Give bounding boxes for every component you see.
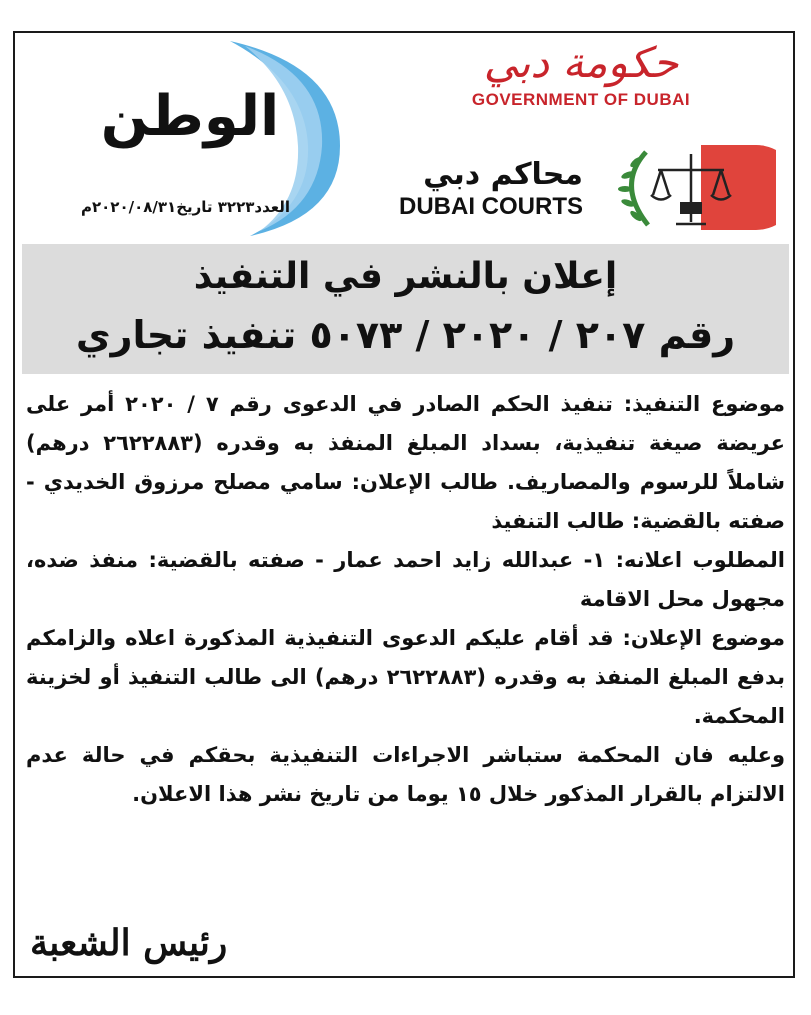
government-of-dubai-logo xyxy=(461,38,701,110)
issue-info: العدد٣٢٢٣ تاريخ٢٠٢٠/٠٨/٣١م xyxy=(80,198,290,216)
notice-title: إعلان بالنشر في التنفيذ xyxy=(193,256,618,297)
dubai-courts-emblem xyxy=(606,140,776,235)
notice-body xyxy=(26,385,785,814)
paragraph-warning: وعليه فان المحكمة ستباشر الاجراءات التنفيذية بحقكم في حالة عدم الالتزام بالقرار المذكور خلال ١٥ يوما من تاريخ نشر هذا الاعلان. xyxy=(26,743,785,806)
courts-name-english: DUBAI COURTS xyxy=(399,193,583,220)
paragraph-execution-subject: موضوع التنفيذ: تنفيذ الحكم الصادر في الدعوى رقم ٧ / ٢٠٢٠ أمر على عريضة صيغة تنفيذية، بسداد المبلغ المنفذ به وقدره (٢٦٢٢٨٨٣ درهم) شاملاً للرسوم والمصاريف. طالب الإعلان: سامي مصلح مرزوق الخديدي - صفته بالقضية: طالب التنفيذ xyxy=(26,392,785,533)
newspaper-name: الوطن xyxy=(100,84,280,149)
case-number: رقم ٢٠٧ / ٢٠٢٠ / ٥٠٧٣ تنفيذ تجاري xyxy=(75,313,736,357)
government-logo-arabic: حكومة دبي xyxy=(483,38,679,87)
dubai-courts-wordmark xyxy=(378,158,583,222)
notice-title-band xyxy=(22,244,789,374)
paragraph-defendant: المطلوب اعلانه: ١- عبدالله زايد احمد عمار - صفته بالقضية: منفذ ضده، مجهول محل الاقامة xyxy=(26,548,785,611)
signature-title: رئيس الشعبة xyxy=(30,922,228,964)
courts-name-arabic: محاكم دبي xyxy=(423,157,583,192)
paragraph-notice-subject: موضوع الإعلان: قد أقام عليكم الدعوى التنفيذية المذكورة اعلاه والزامكم بدفع المبلغ المنفذ به وقدره (٢٦٢٢٨٨٣ درهم) الى طالب التنفيذ أو لخزينة المحكمة. xyxy=(26,626,785,728)
government-logo-english: GOVERNMENT OF DUBAI xyxy=(471,90,691,109)
